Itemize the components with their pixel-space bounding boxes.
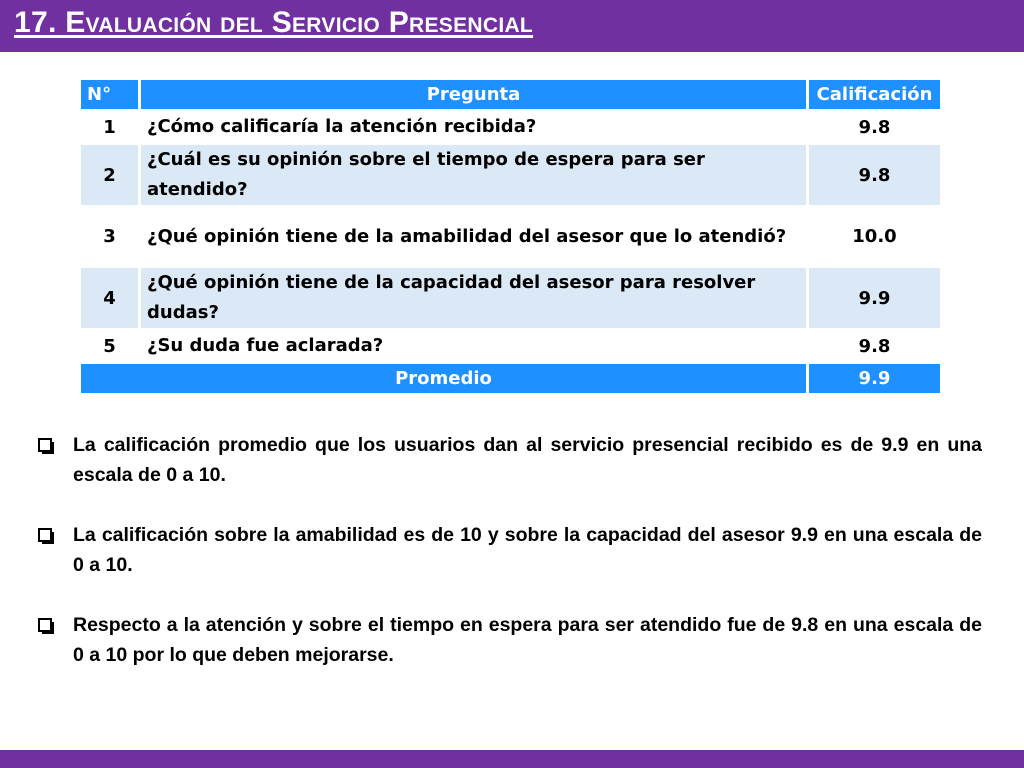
header-bar [0,0,1024,52]
average-label: Promedio [81,364,809,396]
table-row [81,331,943,364]
question-score: 9.8 [809,112,943,145]
table-row [81,112,943,145]
table-row [81,208,943,268]
column-header-number: N° [81,80,141,112]
question-text: ¿Su duda fue aclarada? [141,331,809,364]
question-score: 9.8 [809,145,943,208]
table-row [81,145,943,208]
question-number: 5 [81,331,141,364]
column-header-question: Pregunta [141,80,809,112]
bullet-item [36,520,982,580]
checkbox-square-icon [38,618,52,632]
column-header-score: Calificación [809,80,943,112]
bullet-item [36,430,982,490]
slide-title: 17. Evaluación del Servicio Presencial [14,6,534,39]
bullet-text: Respecto a la atención y sobre el tiempo en espera para ser atendido fue de 9.8 en una escala de 0 a 10 por lo que deben mejorarse. [73,614,982,666]
question-number: 3 [81,208,141,268]
question-number: 2 [81,145,141,208]
question-text: ¿Qué opinión tiene de la capacidad del asesor para resolver dudas? [141,268,809,331]
bullet-text: La calificación sobre la amabilidad es de 10 y sobre la capacidad del asesor 9.9 en una escala de 0 a 10. [73,524,982,576]
bullet-item [36,610,982,670]
question-score: 10.0 [809,208,943,268]
question-number: 1 [81,112,141,145]
bullet-text: La calificación promedio que los usuarios dan al servicio presencial recibido es de 9.9 en una escala de 0 a 10. [73,434,982,486]
question-text: ¿Cuál es su opinión sobre el tiempo de espera para ser atendido? [141,145,809,208]
survey-table [81,80,943,396]
average-score: 9.9 [809,364,943,396]
checkbox-square-icon [38,438,52,452]
footer-bar [0,750,1024,768]
average-row [81,364,943,396]
question-text: ¿Qué opinión tiene de la amabilidad del asesor que lo atendió? [141,208,809,268]
question-score: 9.8 [809,331,943,364]
table-header-row [81,80,943,112]
question-number: 4 [81,268,141,331]
checkbox-square-icon [38,528,52,542]
question-text: ¿Cómo calificaría la atención recibida? [141,112,809,145]
table-row [81,268,943,331]
question-score: 9.9 [809,268,943,331]
bullet-list [36,430,982,700]
